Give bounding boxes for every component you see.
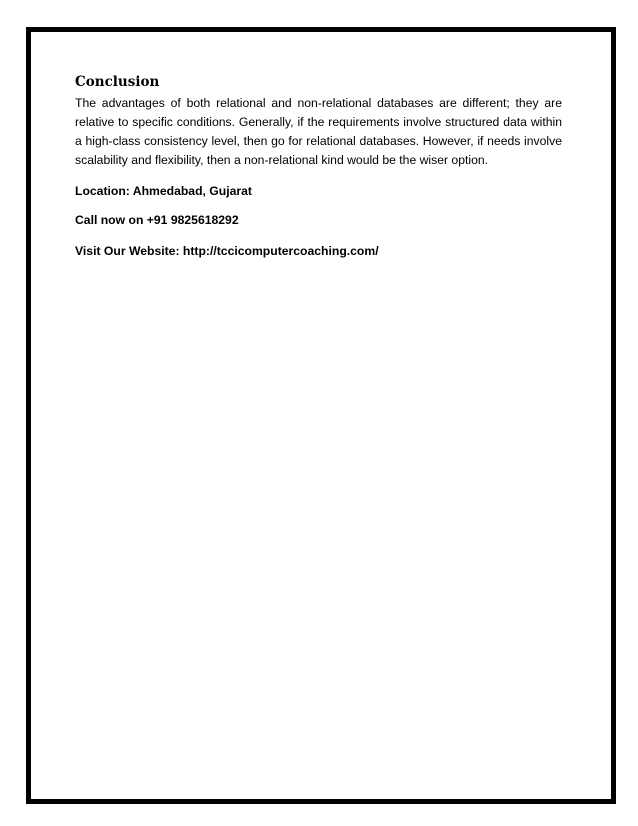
conclusion-heading: Conclusion (75, 74, 160, 90)
conclusion-paragraph: The advantages of both relational and non-relational databases are different; they are relative to specific conditions. Generally, if the requirements involve structured data within a high-class consistency level, then go for relational databases. However, if needs involve scalability and flexibility, then a non-relational kind would be the wiser option. (75, 96, 562, 167)
document-content (75, 74, 562, 259)
location-text: Location: Ahmedabad, Gujarat (75, 184, 252, 198)
call-text: Call now on +91 9825618292 (75, 213, 239, 227)
website-text: Visit Our Website: http://tccicomputercoaching.com/ (75, 244, 379, 258)
